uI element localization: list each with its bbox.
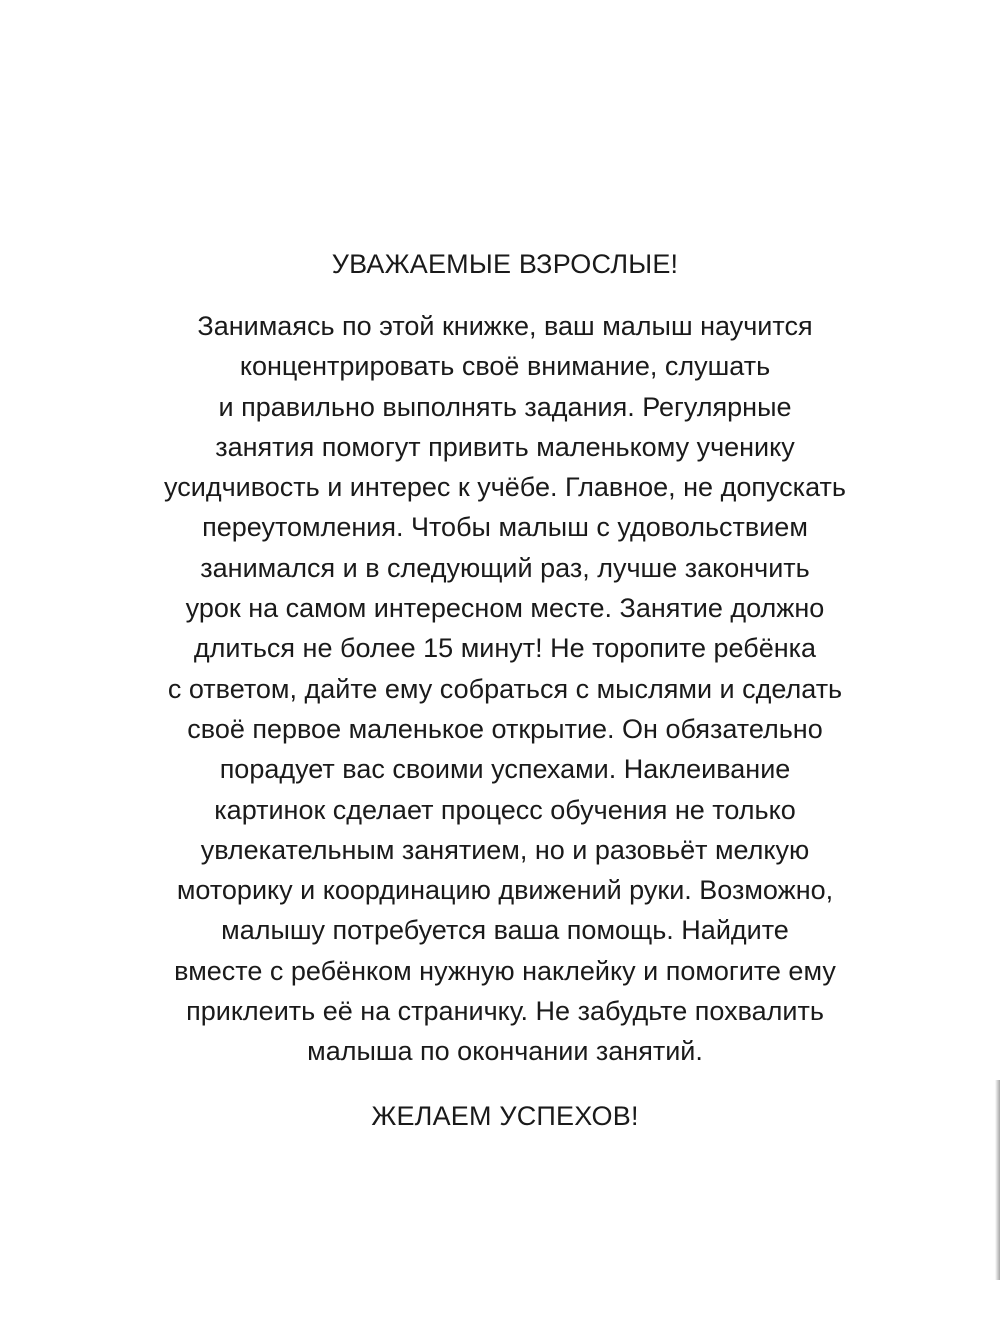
body-paragraph [0,306,1000,1072]
paragraph-line: порадует вас своими успехами. Наклеивание [219,754,791,785]
paragraph-line: картинок сделает процесс обучения не только [214,794,796,825]
paragraph-line: урок на самом интересном месте. Занятие должно [185,593,825,624]
paragraph-line: приклеить её на страничку. Не забудьте похвалить [186,996,824,1027]
paragraph-line: длиться не более 15 минут! Не торопите ребёнка [193,633,817,664]
paragraph-line: переутомления. Чтобы малыш с удовольствием [202,512,808,543]
page-title: УВАЖАЕМЫЕ ВЗРОСЛЫЕ! [331,249,679,279]
paragraph-line: увлекательным занятием, но и разовьёт мелкую [200,834,810,865]
paragraph-line: занятия помогут привить маленькому ученику [215,431,795,462]
paragraph-line: с ответом, дайте ему собраться с мыслями и сделать [167,673,843,704]
paragraph-line: и правильно выполнять задания. Регулярные [218,391,792,422]
paragraph-line: малышу потребуется ваша помощь. Найдите [221,915,789,946]
paragraph-line: Занимаясь по этой книжке, ваш малыш научится [197,311,813,341]
paragraph-line: усидчивость и интерес к учёбе. Главное, не допускать [164,472,846,503]
paragraph-line: концентрировать своё внимание, слушать [239,351,771,382]
page-edge-shadow [995,1080,1000,1280]
paragraph-line: занимался и в следующий раз, лучше закончить [200,552,810,583]
paragraph-line: моторику и координацию движений руки. Возможно, [176,875,834,906]
paragraph-line: вместе с ребёнком нужную наклейку и помогите ему [174,955,836,986]
paragraph-line: своё первое маленькое открытие. Он обязательно [187,713,823,744]
closing-heading: ЖЕЛАЕМ УСПЕХОВ! [371,1101,639,1131]
paragraph-line: малыша по окончании занятий. [307,1036,703,1067]
